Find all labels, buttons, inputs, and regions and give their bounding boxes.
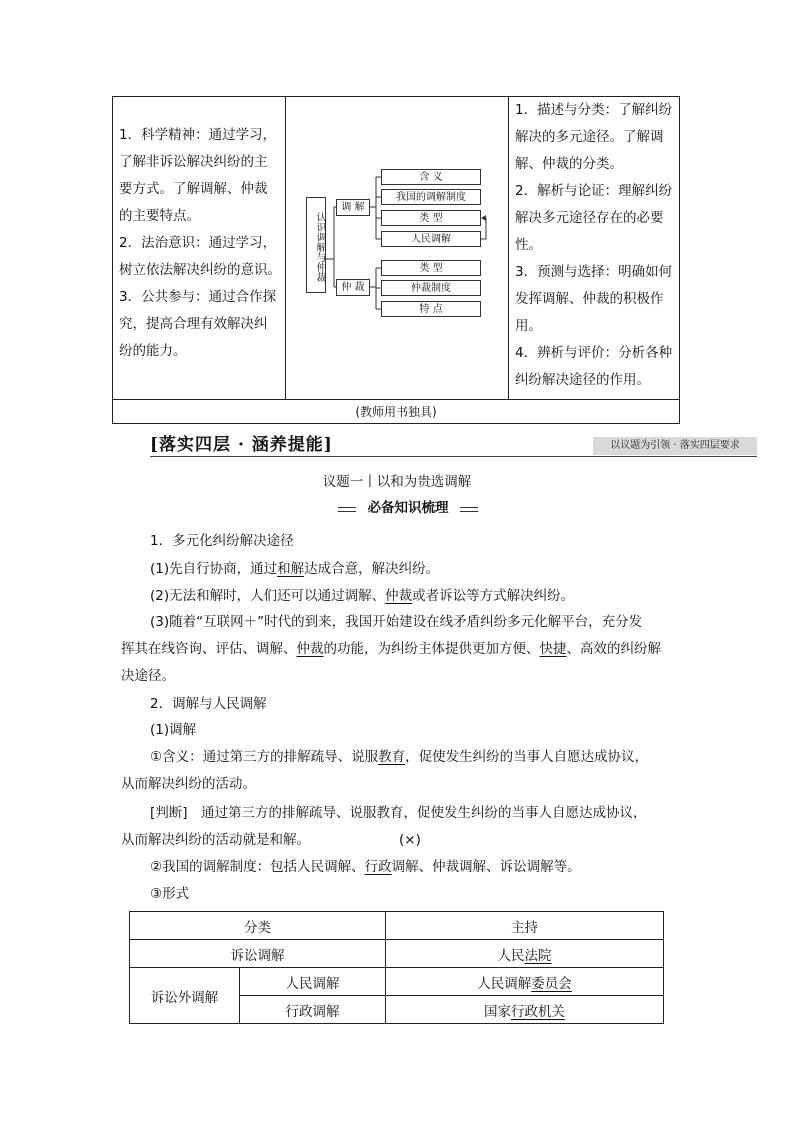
- section-title: [落实四层 · 涵养提能]: [150, 435, 333, 455]
- map-branch-mediation: 调 解: [336, 199, 370, 216]
- goal-line: 3．预测与选择：明确如何: [515, 264, 673, 280]
- map-item: 类 型: [381, 260, 481, 276]
- goal-line: 4．辨析与评价：分析各种: [515, 345, 673, 361]
- objectives-table: [112, 96, 680, 424]
- table-cell: 人民调解: [240, 968, 386, 996]
- map-root: 认识调解与仲裁: [306, 197, 326, 293]
- table-cell: 人民法院: [386, 940, 664, 968]
- blank-answer: 和解: [277, 561, 305, 577]
- subheading-mediation: (1)调解: [150, 722, 197, 738]
- map-item: 人民调解: [381, 231, 481, 247]
- map-item: 含 义: [381, 169, 481, 185]
- blank-answer: 快捷: [539, 641, 567, 657]
- comp-line: 要方式。了解调解、仲裁: [119, 181, 268, 197]
- blank-answer: 法院: [524, 947, 552, 964]
- table-cell: 人民调解委员会: [386, 968, 664, 996]
- heading-2: 2．调解与人民调解: [150, 696, 267, 712]
- form-label: ③形式: [150, 886, 190, 902]
- map-item: 仲裁制度: [381, 280, 481, 296]
- comp-line: 了解非诉讼解决纠纷的主: [119, 154, 268, 170]
- goal-line: 解决多元途径存在的必要: [515, 210, 664, 226]
- mediation-forms-table: [129, 911, 664, 1024]
- judge-line1: [判断] 通过第三方的排解疏导、说服教育，促使发生纠纷的当事人自愿达成协议，: [150, 805, 647, 821]
- knowledge-banner: [338, 498, 478, 518]
- section-tag: 以议题为引领 · 落实四层要求: [593, 437, 757, 455]
- paragraph-3-line1: (3)随着“互联网＋”时代的到来，我国开始建设在线矛盾纠纷多元化解平台，充分发: [150, 614, 643, 630]
- table-row: [130, 912, 664, 940]
- comp-line: 树立依法解决纠纷的意识。: [119, 262, 281, 278]
- table-cell: 诉讼调解: [130, 940, 386, 968]
- paragraph-2: (2)无法和解时，人们还可以通过调解、仲裁或者诉讼等方式解决纠纷。: [150, 588, 575, 604]
- teacher-note: (教师用书独具): [113, 399, 679, 425]
- blank-answer: 行政机关: [511, 1003, 565, 1020]
- goal-line: 2．解析与论证：理解纠纷: [515, 183, 673, 199]
- table-row: [130, 968, 664, 996]
- blank-answer: 行政: [364, 859, 392, 875]
- paragraph-3-line2: 挥其在线咨询、评估、调解、仲裁的功能，为纠纷主体提供更加方便、快捷、高效的纠纷解: [121, 641, 661, 657]
- heading-1: 1．多元化纠纷解决途径: [150, 533, 294, 549]
- map-branch-arbitration: 仲 裁: [336, 279, 370, 296]
- core-competency-column: [113, 97, 286, 399]
- blank-answer: 委员会: [531, 975, 572, 992]
- goal-line: 性。: [515, 237, 542, 253]
- comp-line: 纷的能力。: [119, 343, 187, 359]
- comp-line: 1．科学精神：通过学习，: [119, 127, 277, 143]
- topic-heading: 议题一丨以和为贵选调解: [322, 474, 472, 490]
- table-header-cell: 分类: [130, 912, 386, 940]
- learning-goal-column: [509, 97, 679, 399]
- map-item: 特 点: [381, 301, 481, 317]
- map-item: 类 型: [381, 210, 481, 226]
- map-item: 我国的调解制度: [381, 189, 481, 205]
- judge-line2: 从而解决纠纷的活动就是和解。: [121, 832, 310, 848]
- table-group-cell: 诉讼外调解: [130, 968, 240, 1024]
- comp-line: 2．法治意识：通过学习，: [119, 235, 277, 251]
- goal-line: 解、仲裁的分类。: [515, 156, 623, 172]
- knowledge-map: [286, 97, 509, 399]
- table-cell: 行政调解: [240, 996, 386, 1024]
- comp-line: 的主要特点。: [119, 208, 200, 224]
- paragraph-1: (1)先自行协商，通过和解达成合意，解决纠纷。: [150, 561, 440, 577]
- goal-line: 用。: [515, 318, 542, 334]
- definition-line1: ①含义：通过第三方的排解疏导、说服教育，促使发生纠纷的当事人自愿达成协议，: [150, 749, 649, 765]
- definition-line2: 从而解决纠纷的活动。: [121, 776, 256, 792]
- blank-answer: 仲裁: [385, 588, 413, 604]
- comp-line: 究，提高合理有效解决纠: [119, 316, 268, 332]
- goal-line: 发挥调解、仲裁的积极作: [515, 291, 664, 307]
- blank-answer: 仲裁: [296, 641, 324, 657]
- goal-line: 1．描述与分类：了解纠纷: [515, 102, 673, 118]
- judge-mark: (×): [399, 832, 421, 848]
- section-divider: [150, 456, 757, 457]
- table-header-cell: 主持: [386, 912, 664, 940]
- knowledge-banner-label: 必备知识梳理: [356, 498, 460, 518]
- system-line: ②我国的调解制度：包括人民调解、行政调解、仲裁调解、诉讼调解等。: [150, 859, 581, 875]
- table-row: [130, 940, 664, 968]
- table-cell: 国家行政机关: [386, 996, 664, 1024]
- paragraph-3-line3: 决途径。: [121, 668, 175, 684]
- goal-line: 纠纷解决途径的作用。: [515, 372, 650, 388]
- comp-line: 3．公共参与：通过合作探: [119, 289, 277, 305]
- goal-line: 解决的多元途径。了解调: [515, 129, 664, 145]
- blank-answer: 教育: [378, 749, 406, 765]
